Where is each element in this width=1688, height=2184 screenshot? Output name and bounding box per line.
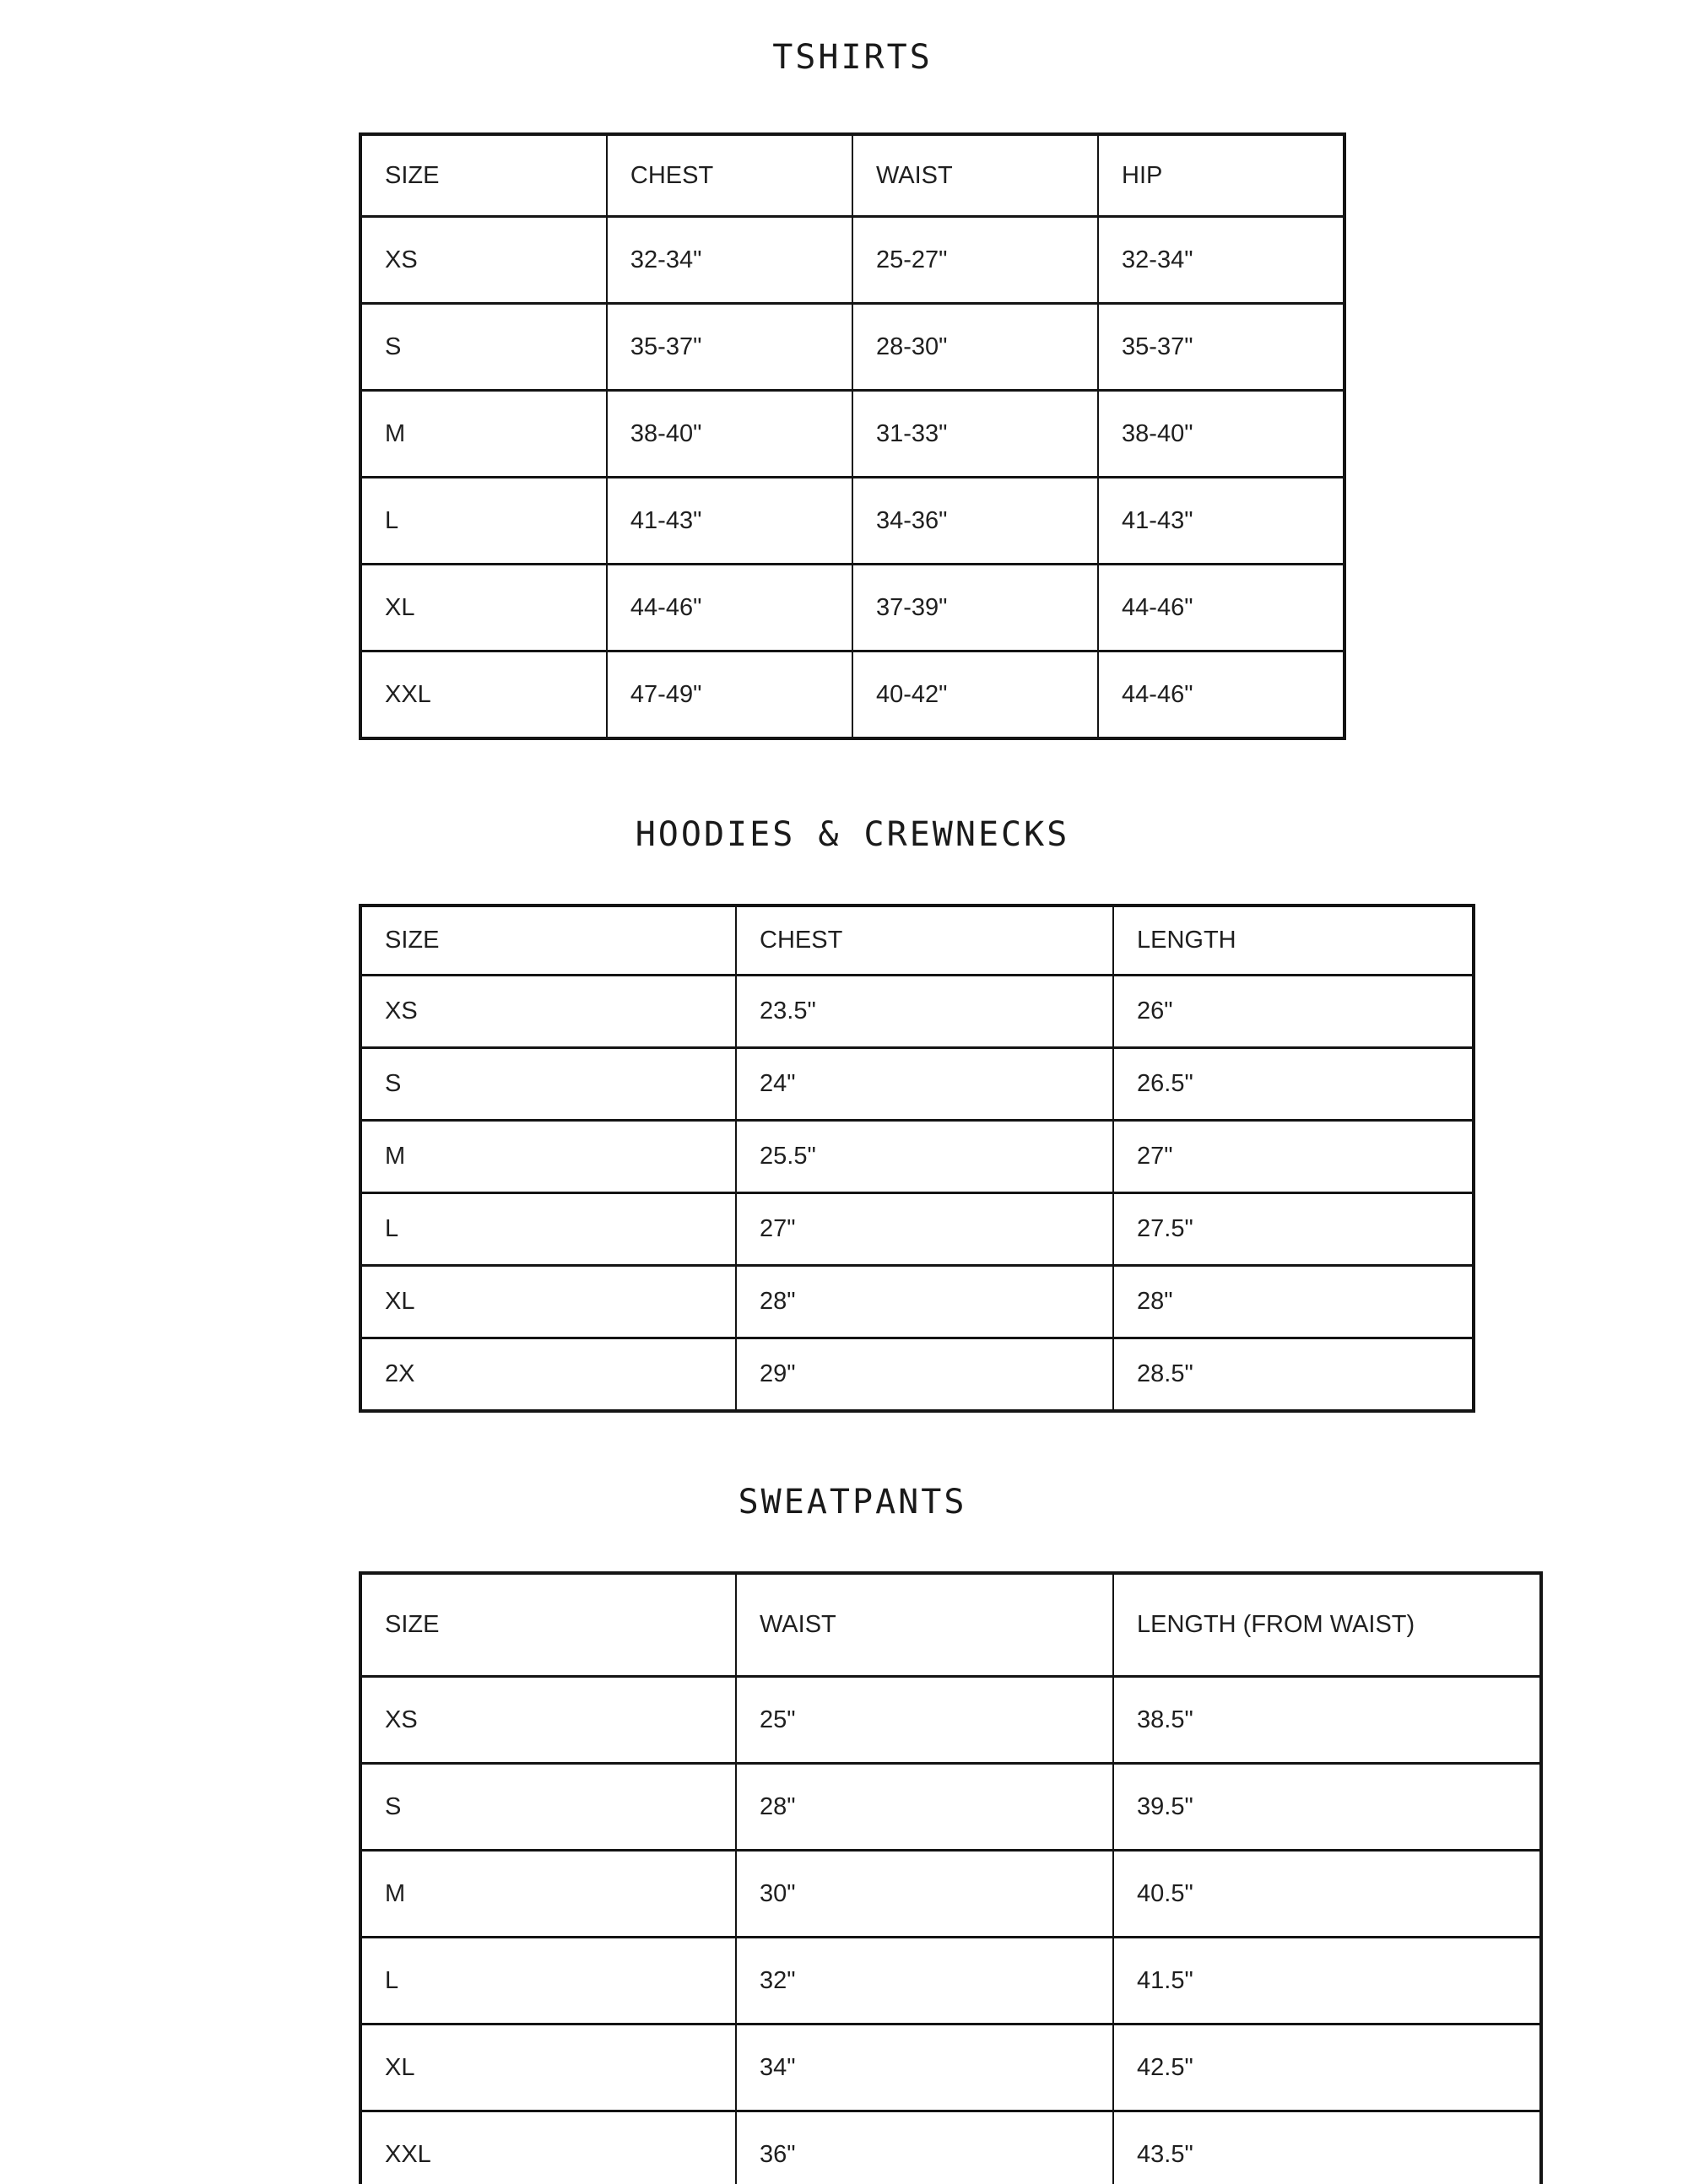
hoodies-header-row [360,905,1474,976]
table-row [360,1677,1541,1764]
cell-length: 28.5" [1113,1338,1474,1412]
table-row [360,1338,1474,1412]
cell-size: XS [360,217,607,304]
cell-length: 28" [1113,1266,1474,1338]
cell-size: S [360,304,607,391]
cell-size: L [360,478,607,565]
cell-waist: 28-30" [852,304,1098,391]
cell-chest: 44-46" [607,565,852,651]
column-header-size: SIZE [360,1573,736,1677]
table-row [360,1193,1474,1266]
table-row [360,2025,1541,2111]
cell-length: 26" [1113,976,1474,1048]
cell-chest: 24" [736,1048,1113,1121]
cell-length: 27" [1113,1121,1474,1193]
cell-waist: 40-42" [852,651,1098,739]
cell-waist: 36" [736,2111,1113,2184]
table-row [360,1938,1541,2025]
cell-size: L [360,1193,736,1266]
cell-chest: 29" [736,1338,1113,1412]
table-row [360,1851,1541,1938]
cell-chest: 32-34" [607,217,852,304]
cell-size: M [360,1851,736,1938]
table-row [360,565,1344,651]
cell-chest: 41-43" [607,478,852,565]
column-header-chest: CHEST [736,905,1113,976]
cell-length: 39.5" [1113,1764,1541,1851]
table-row [360,478,1344,565]
cell-hip: 44-46" [1098,565,1344,651]
cell-size: XL [360,2025,736,2111]
tshirts-table [359,132,1346,740]
cell-size: S [360,1048,736,1121]
cell-waist: 32" [736,1938,1113,2025]
cell-size: L [360,1938,736,2025]
cell-chest: 47-49" [607,651,852,739]
column-header-hip: HIP [1098,134,1344,217]
cell-chest: 23.5" [736,976,1113,1048]
cell-hip: 38-40" [1098,391,1344,478]
column-header-length-from-waist: LENGTH (FROM WAIST) [1113,1573,1541,1677]
cell-waist: 34" [736,2025,1113,2111]
cell-size: M [360,1121,736,1193]
cell-hip: 32-34" [1098,217,1344,304]
section-title-hoodies-crewnecks: HOODIES & CREWNECKS [635,815,1070,854]
table-row [360,2111,1541,2184]
table-row [360,1266,1474,1338]
cell-size: XL [360,1266,736,1338]
table-row [360,651,1344,739]
cell-waist: 34-36" [852,478,1098,565]
cell-waist: 30" [736,1851,1113,1938]
column-header-waist: WAIST [852,134,1098,217]
cell-size: XL [360,565,607,651]
table-row [360,1121,1474,1193]
cell-length: 40.5" [1113,1851,1541,1938]
cell-chest: 28" [736,1266,1113,1338]
column-header-length: LENGTH [1113,905,1474,976]
cell-hip: 35-37" [1098,304,1344,391]
sweatpants-header-row [360,1573,1541,1677]
cell-size: XXL [360,2111,736,2184]
table-row [360,304,1344,391]
cell-chest: 27" [736,1193,1113,1266]
table-row [360,1764,1541,1851]
cell-size: XS [360,1677,736,1764]
cell-length: 42.5" [1113,2025,1541,2111]
table-row [360,1048,1474,1121]
cell-length: 38.5" [1113,1677,1541,1764]
column-header-waist: WAIST [736,1573,1113,1677]
table-row [360,217,1344,304]
column-header-size: SIZE [360,134,607,217]
cell-size: 2X [360,1338,736,1412]
cell-length: 27.5" [1113,1193,1474,1266]
column-header-chest: CHEST [607,134,852,217]
cell-waist: 37-39" [852,565,1098,651]
section-title-tshirts: TSHIRTS [772,38,933,77]
cell-waist: 25-27" [852,217,1098,304]
cell-chest: 38-40" [607,391,852,478]
cell-size: XXL [360,651,607,739]
cell-length: 26.5" [1113,1048,1474,1121]
cell-chest: 25.5" [736,1121,1113,1193]
cell-length: 41.5" [1113,1938,1541,2025]
table-row [360,391,1344,478]
cell-hip: 41-43" [1098,478,1344,565]
cell-length: 43.5" [1113,2111,1541,2184]
cell-size: M [360,391,607,478]
table-row [360,976,1474,1048]
cell-waist: 28" [736,1764,1113,1851]
cell-chest: 35-37" [607,304,852,391]
hoodies-crewnecks-table [359,904,1475,1413]
cell-size: XS [360,976,736,1048]
section-title-sweatpants: SWEATPANTS [738,1483,967,1522]
tshirts-header-row [360,134,1344,217]
cell-waist: 31-33" [852,391,1098,478]
cell-waist: 25" [736,1677,1113,1764]
cell-hip: 44-46" [1098,651,1344,739]
column-header-size: SIZE [360,905,736,976]
sweatpants-table [359,1571,1543,2184]
cell-size: S [360,1764,736,1851]
